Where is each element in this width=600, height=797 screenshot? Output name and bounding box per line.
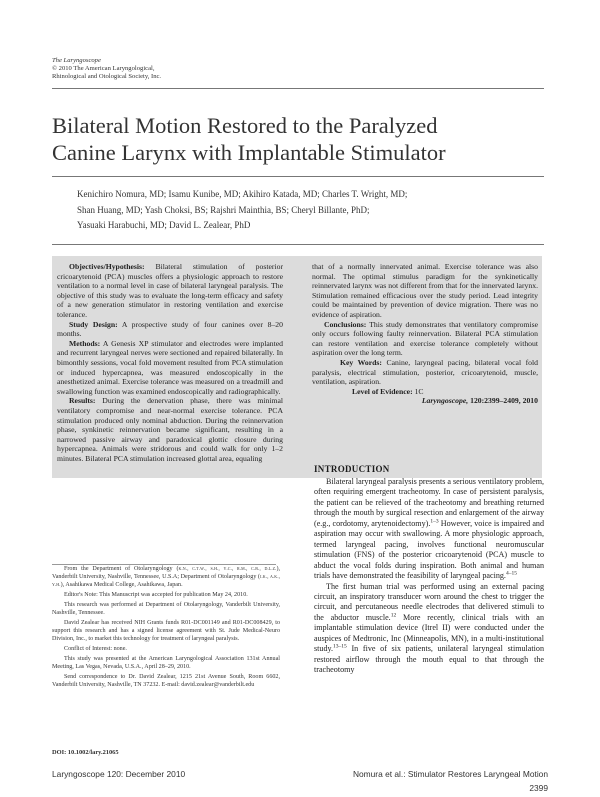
abstract-objectives: Objectives/Hypothesis: Bilateral stimulation of posterior cricoarytenoid (PCA) muscles offers a physiologic approach to restore ventilation to a normal level in case of bilateral laryngeal paralysis. The objective of this study was to evaluate the long-term efficacy and safety of a new generation stimulator in restoring ventilation and exercise tolerance. bbox=[57, 262, 283, 319]
citation-ref: 120:2399–2409, 2010 bbox=[470, 396, 538, 406]
footer-running-title: Nomura et al.: Stimulator Restores Laryngeal Motion bbox=[352, 769, 548, 779]
objectives-heading: Objectives/Hypothesis: bbox=[69, 262, 145, 271]
header-rule bbox=[52, 88, 544, 89]
society-line: Rhinological and Otological Society, Inc. bbox=[52, 72, 162, 80]
reference-link[interactable]: 1–3 bbox=[430, 518, 439, 525]
doi[interactable]: DOI: 10.1002/lary.21065 bbox=[52, 749, 119, 756]
title-line-2: Canine Larynx with Implantable Stimulator bbox=[52, 140, 446, 165]
footnote-location: This research was performed at Department of Otolaryngology, Vanderbilt University, Nashville, Tennessee. bbox=[52, 602, 280, 616]
abstract-citation bbox=[312, 396, 538, 406]
footnotes bbox=[52, 566, 280, 692]
journal-name: The Laryngoscope bbox=[52, 57, 101, 64]
methods-heading: Methods: bbox=[69, 338, 101, 348]
abstract-methods: Methods: A Genesis XP stimulator and electrodes were implanted and recurrent laryngeal nerves were sectioned and repaired bilaterally. In bimonthly sessions, vocal fold movement resulted from PCA stimulation or induced hypercapnea, was measured endoscopically in the anesthetized animal. Exercise tolerance was measured on a treadmill and swallowing function was examined endoscopically and radiographically. bbox=[57, 338, 283, 396]
loe-heading: Level of Evidence: bbox=[352, 386, 413, 396]
footnote-rule bbox=[52, 564, 276, 565]
footnote-affiliation: From the Department of Otolaryngology (k.n., c.t.w., s.h., y.c., r.m., c.b., d.l.z.), Vanderbilt University, Nashville, Tennessee, U.S.A; Department of Otolaryngology (i.k., a.k., y.h.), Asahikawa Medical College, Asahikawa, Japan. bbox=[52, 566, 281, 588]
citation-journal: Laryngoscope, bbox=[421, 396, 469, 406]
results-heading: Results: bbox=[69, 396, 96, 406]
authors-rule bbox=[52, 244, 544, 245]
footer-journal-issue: Laryngoscope 120: December 2010 bbox=[52, 769, 186, 779]
conclusions-heading: Conclusions: bbox=[324, 319, 367, 329]
abstract-design: Study Design: A prospective study of four canines over 8–20 months. bbox=[57, 319, 283, 339]
author-line: Kenichiro Nomura, MD; Isamu Kunibe, MD; Akihiro Katada, MD; Charles T. Wright, MD; bbox=[77, 189, 408, 199]
journal-header bbox=[52, 57, 161, 80]
page-number: 2399 bbox=[529, 783, 548, 793]
introduction-body bbox=[314, 477, 544, 676]
copyright-line: © 2010 The American Laryngological, bbox=[52, 64, 155, 72]
abstract-left-column bbox=[57, 262, 283, 463]
author-line: Yasuaki Harabuchi, MD; David L. Zealear, PhD bbox=[77, 220, 251, 230]
reference-link[interactable]: 4–15 bbox=[505, 570, 517, 577]
author-line: Shan Huang, MD; Yash Choksi, BS; Rajshri Mainthia, BS; Cheryl Billante, PhD; bbox=[77, 204, 370, 215]
title-rule bbox=[52, 176, 544, 177]
title-line-1: Bilateral Motion Restored to the Paralyzed bbox=[52, 113, 438, 138]
design-heading: Study Design: bbox=[69, 319, 118, 329]
author-list bbox=[77, 187, 537, 234]
footnote-editor-note: Editor's Note: This Manuscript was accepted for publication May 24, 2010. bbox=[64, 591, 248, 598]
footnote-funding: David Zealear has received NIH Grants funds R01-DC001149 and R01-DC008429, to support this research and has a signed license agreement with St. Jude Medical-Neuro Division, Inc., to market this technology for treatment of laryngeal paralysis. bbox=[52, 620, 280, 642]
abstract-level-of-evidence: Level of Evidence: 1C bbox=[352, 386, 424, 396]
introduction-heading: INTRODUCTION bbox=[314, 464, 390, 474]
intro-paragraph: The first human trial was performed using an external pacing circuit, an inspiratory transducer worn around the chest to trigger the circuit, and percutaneous needle electrodes that delivered stimuli to the abductor muscle.$^{12}$ More recently, clinical trials with an implantable stimulation device (Itrel II) were conducted under the auspices of Medtronic, Inc (Minneapolis, MN), in a multi-institutional study.$^{13-15}$ In five of six patients, unilateral laryngeal stimulation restored airflow through the mouth equal to that through the tracheotomy bbox=[314, 581, 545, 675]
footnote-correspondence: Send correspondence to Dr. David Zealear, 1215 21st Avenue South, Room 6602, Vanderbilt University, Nashville, TN 37232. E-mail: david.zealear@vanderbilt.edu bbox=[52, 674, 280, 688]
footnote-conflict: Conflict of Interest: none. bbox=[64, 645, 127, 652]
abstract-conclusions: Conclusions: This study demonstrates that ventilatory compromise only occurs following faulty reinnervation. Bilateral PCA stimulation can restore ventilation and exercise tolerance completely without aspiration over the long term. bbox=[312, 319, 538, 358]
abstract-right-column bbox=[312, 262, 538, 406]
reference-link[interactable]: 13–15 bbox=[333, 643, 347, 650]
abstract-results-continued: that of a normally innervated animal. Exercise tolerance was also normal. The optimal stimulus paradigm for the synkinetically reinnervated larynx was not different from that for the innervated larynx. Stimulation remained efficacious over the study period. Lead integrity could be maintained by prevention of device migration. There was no evidence of aspiration. bbox=[312, 262, 538, 319]
intro-paragraph: Bilateral laryngeal paralysis presents a serious ventilatory problem, often requiring emergent tracheotomy. In case of persistent paralysis, the patient can be relieved of the tracheotomy and breathing returned through the mouth by surgical resection and enlargement of the airway (e.g., cordotomy, arytenoidectomy).$^{1-3}$ However, voice is impaired and aspiration may occur with swallowing. A more physiologic approach, termed laryngeal pacing, involves functional neuromuscular stimulation (FNS) of the posterior cricoarytenoid (PCA) muscle to abduct the vocal folds during inspiration. Both animal and human trials have demonstrated the feasibility of laryngeal pacing.$^{4-15}$ bbox=[314, 477, 545, 581]
reference-link[interactable]: 12 bbox=[390, 612, 397, 619]
keywords-heading: Key Words: bbox=[340, 357, 382, 367]
abstract-keywords: Key Words: Canine, laryngeal pacing, bilateral vocal fold paralysis, electrical stimulation, posterior, cricoarytenoid, muscle, ventilation, aspiration. bbox=[312, 357, 538, 387]
abstract-results: Results: During the denervation phase, there was minimal ventilatory compromise and near-normal exercise tolerance. PCA stimulation produced only nominal abduction. During the reinnervation phase, synkinetic reinnervation became significant, resulting in a narrowed passive airway and paradoxical glottic closure during hypercapnea. Animals were stridorous and could walk for only 1–2 minutes. Bilateral PCA stimulation increased glottal area, equaling bbox=[57, 396, 283, 463]
footnote-presentation: This study was presented at the American Laryngological Association 131st Annual Meeting, Las Vegas, Nevada, U.S.A., April 28–29, 2010. bbox=[52, 656, 280, 670]
article-title bbox=[52, 112, 552, 166]
